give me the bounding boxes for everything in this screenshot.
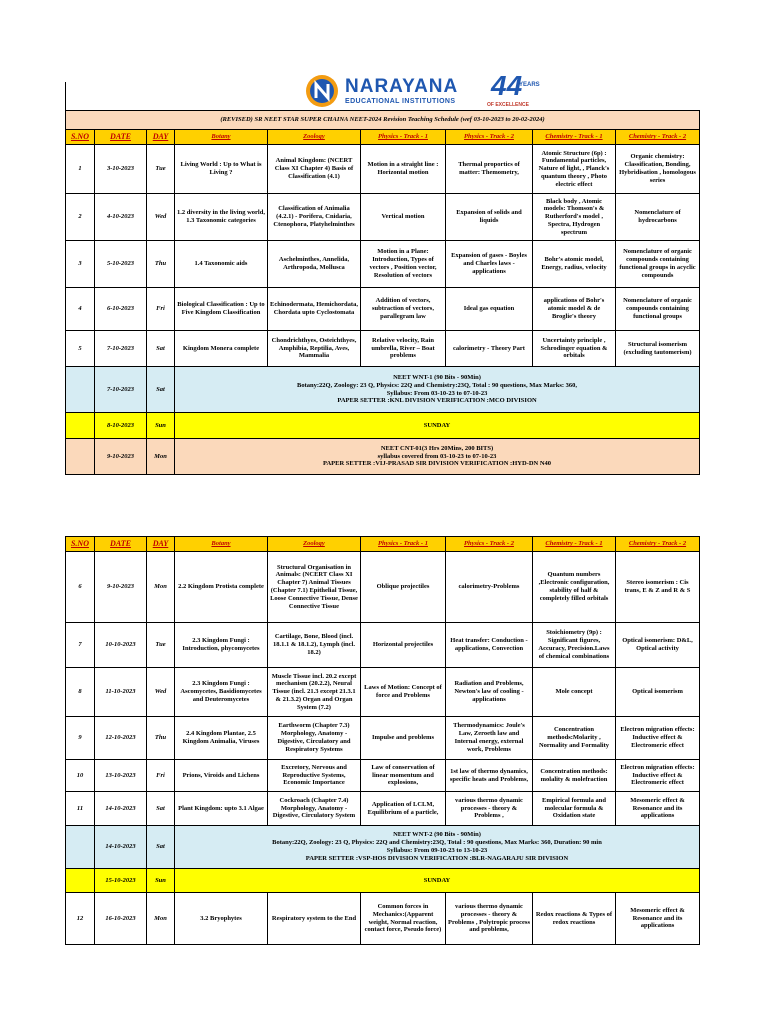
physics-1-cell: Law of conservation of linear momentum and explosions, <box>361 760 446 792</box>
physics-2-cell: calorimetry - Theory Part <box>446 331 533 367</box>
physics-1-cell: Oblique projectiles <box>361 552 446 623</box>
zoology-cell: Echinodermata, Hemichordata, Chordata upto Cyclostomata <box>268 288 361 331</box>
physics-2-cell: Ideal gas equation <box>446 288 533 331</box>
table-row <box>66 288 700 331</box>
chemistry-2-cell: Stereo isomerism : Cis trans, E & Z and R & S <box>616 552 700 623</box>
exam-line: NEET WNT-1 (90 Bits - 90Min) <box>393 373 481 381</box>
physics-2-cell: various thermo dynamic processes - theory & Problems , <box>446 792 533 826</box>
exam-line: Syllabus: From 03-10-23 to 07-10-23 <box>386 389 488 397</box>
zoology-cell: Chondrichthyes, Osteichthyes, Amphibia, Reptilia, Aves, Mammalia <box>268 331 361 367</box>
day-cell: Sun <box>147 869 175 893</box>
sno-cell: 1 <box>66 145 95 194</box>
exam-line: NEET CNT-01(3 Hrs 20Mins, 200 BITS) <box>380 444 494 452</box>
sno-cell: 5 <box>66 331 95 367</box>
exam-details <box>175 826 700 869</box>
table-header <box>66 130 700 145</box>
exam-details <box>175 439 700 475</box>
physics-2-cell: Expansion of solids and liquids <box>446 194 533 241</box>
chemistry-2-cell: Mesomeric effect & Resonance and its applications <box>616 792 700 826</box>
years-badge <box>485 70 545 110</box>
physics-2-cell: Expansion of gases - Boyles and Charles laws - applications <box>446 241 533 288</box>
sno-cell: 12 <box>66 893 95 945</box>
narayana-logo <box>305 70 565 110</box>
chemistry-1-cell: Mole concept <box>533 668 616 717</box>
date-cell: 3-10-2023 <box>95 145 147 194</box>
physics-1-cell: Laws of Motion: Concept of force and Problems <box>361 668 446 717</box>
chemistry-1-cell: applications of Bohr's atomic model & de Broglie's theory <box>533 288 616 331</box>
col-header: DAY <box>147 537 175 552</box>
chemistry-2-cell: Optical isomerism <box>616 668 700 717</box>
botany-cell: 2.3 Kingdom Fungi : Introduction, phycomycetes <box>175 623 268 668</box>
day-cell: Mon <box>147 893 175 945</box>
zoology-cell: Muscle Tissue incl. 20.2 except mechanism (20.2.2), Neural Tissue (incl. 21.3 except 21.3.1 & 21.3.2) Organ and Organ System (7.2) <box>268 668 361 717</box>
table-row <box>66 893 700 945</box>
exam-line: Botany:22Q, Zoology: 23 Q, Physics: 22Q and Chemistry:23Q, Total : 90 questions, Max Marks: 360, <box>296 381 578 389</box>
exam-line: Syllabus: From 09-10-23 to 13-10-23 <box>386 847 488 854</box>
col-header: Chemistry - Track - 1 <box>533 537 616 552</box>
exam-line: syllabus covered from 03-10-23 to 07-10-23 <box>377 452 497 460</box>
chemistry-1-cell: Stoichiometry (9p) : Significant figures, Accuracy, Precision.Laws of chemical combinations <box>533 623 616 668</box>
day-cell: Mon <box>147 552 175 623</box>
chemistry-1-cell: Empirical formula and molecular formula & Oxidation state <box>533 792 616 826</box>
physics-2-cell: Thermal proportics of matter: Themometry, <box>446 145 533 194</box>
date-cell: 9-10-2023 <box>95 439 147 475</box>
zoology-cell: Earthworm (Chapter 7.3) Morphology, Anatomy - Digestive, Circulatory and Respiratory Systems <box>268 717 361 760</box>
col-header: Zoology <box>268 130 361 145</box>
physics-2-cell: Radiation and Problems, Newton's law of cooling - applications <box>446 668 533 717</box>
sno-cell: 10 <box>66 760 95 792</box>
narayana-emblem-icon <box>305 74 339 108</box>
chemistry-2-cell: Nomenclature of hydrocarbons <box>616 194 700 241</box>
table-row <box>66 760 700 792</box>
org-name: NARAYANA <box>345 76 459 97</box>
table-row <box>66 717 700 760</box>
botany-cell: Biological Classification : Up to Five Kingdom Classification <box>175 288 268 331</box>
chemistry-2-cell: Electron migration effects: Inductive effect & Electromeric effect <box>616 760 700 792</box>
physics-1-cell: Addition of vectors, subtraction of vectors, parallegram law <box>361 288 446 331</box>
date-cell: 4-10-2023 <box>95 194 147 241</box>
col-header: Zoology <box>268 537 361 552</box>
date-cell: 13-10-2023 <box>95 760 147 792</box>
col-header: Chemistry - Track - 1 <box>533 130 616 145</box>
physics-1-cell: Relative velocity, Rain umbrella, River – Boat problems <box>361 331 446 367</box>
table-row <box>66 145 700 194</box>
date-cell: 10-10-2023 <box>95 623 147 668</box>
table-row <box>66 194 700 241</box>
day-cell: Sun <box>147 413 175 439</box>
sunday-row <box>66 413 700 439</box>
org-subtitle: EDUCATIONAL INSTITUTIONS <box>345 98 456 105</box>
date-cell: 15-10-2023 <box>95 869 147 893</box>
day-cell: Sat <box>147 331 175 367</box>
date-cell: 9-10-2023 <box>95 552 147 623</box>
physics-2-cell: calorimetry-Problems <box>446 552 533 623</box>
chemistry-2-cell: Mesomeric effect & Resonance and its applications <box>616 893 700 945</box>
exam-details <box>175 367 700 413</box>
chemistry-1-cell: Black body , Atomic models: Thomson's & Rutherford's model , Spectra, Hydrogen spectrum <box>533 194 616 241</box>
date-cell: 6-10-2023 <box>95 288 147 331</box>
years-text: YEARS <box>519 82 540 88</box>
botany-cell: Plant Kingdom: upto 3.1 Algae <box>175 792 268 826</box>
sno-cell: 9 <box>66 717 95 760</box>
chemistry-1-cell: Bohr's atomic model, Energy, radius, velocity <box>533 241 616 288</box>
physics-2-cell: Thermodynamics: Joule's Law, Zeroeth law and Internal energy, external work, Problems <box>446 717 533 760</box>
zoology-cell: Classification of Animalia (4.2.1) - Porifera, Cnidaria, Ctenophora, Platyhelminthes <box>268 194 361 241</box>
physics-1-cell: Application of LCLM, Equilibrium of a particle, <box>361 792 446 826</box>
sno-cell: 6 <box>66 552 95 623</box>
date-cell: 7-10-2023 <box>95 331 147 367</box>
date-cell: 7-10-2023 <box>95 367 147 413</box>
exam-row <box>66 826 700 869</box>
exam-line: PAPER SETTER :KNL DIVISION VERIFICATION :MCO DIVISION <box>337 397 537 405</box>
col-header: DATE <box>95 537 147 552</box>
physics-2-cell: 1st law of thermo dynamics, specific heats and Problems, <box>446 760 533 792</box>
botany-cell: 2.4 Kingdom Plantae, 2.5 Kingdom Animalia, Viruses <box>175 717 268 760</box>
sno-cell: 4 <box>66 288 95 331</box>
chemistry-1-cell: Atomic Structure (6p) : Fundamental particles, Nature of light, , Planck's quantum theory , Photo electric effect <box>533 145 616 194</box>
botany-cell: Prions, Viroids and Lichens <box>175 760 268 792</box>
exam-line: PAPER SETTER :VSP-HOS DIVISION VERIFICATION :BLR-NAGARAJU SIR DIVISION <box>305 854 569 862</box>
chemistry-2-cell: Structural isomerism (excluding tautomerism) <box>616 331 700 367</box>
sunday-label: SUNDAY <box>175 413 700 439</box>
date-cell: 5-10-2023 <box>95 241 147 288</box>
chemistry-2-cell: Nomenclature of organic compounds containing functional groups <box>616 288 700 331</box>
date-cell: 14-10-2023 <box>95 792 147 826</box>
day-cell: Wed <box>147 668 175 717</box>
sunday-label: SUNDAY <box>175 869 700 893</box>
years-number: 44 <box>491 70 523 101</box>
day-cell: Tue <box>147 623 175 668</box>
zoology-cell: Excretory, Nervous and Reproductive Systems, Economic Importance <box>268 760 361 792</box>
col-header: Physics - Track - 1 <box>361 537 446 552</box>
table-header <box>66 537 700 552</box>
physics-1-cell: Motion in a Plane: Introduction, Types of vectors , Position vector, Resolution of vectors <box>361 241 446 288</box>
page-title: (REVISED) SR NEET STAR SUPER CHAINA NEET-2024 Revision Teaching Schedule (wef 03-10-2023 to 20-02-2024) <box>66 111 700 130</box>
date-cell: 16-10-2023 <box>95 893 147 945</box>
zoology-cell: Cockroach (Chapter 7.4) Morphology, Anatomy - Digestive, Circulatory System <box>268 792 361 826</box>
table-row <box>66 792 700 826</box>
chemistry-1-cell: Uncertainty principle , Schrodinger equation & orbitals <box>533 331 616 367</box>
zoology-cell: Aschelminthes, Annelida, Arthropoda, Mollusca <box>268 241 361 288</box>
table-row <box>66 241 700 288</box>
sno-cell: 7 <box>66 623 95 668</box>
physics-1-cell: Motion in a straight line : Horizontal motion <box>361 145 446 194</box>
chemistry-1-cell: Redox reactions & Types of redox reactions <box>533 893 616 945</box>
chemistry-1-cell: Concentration methods: molality & molefraction <box>533 760 616 792</box>
sunday-row <box>66 869 700 893</box>
day-cell: Fri <box>147 760 175 792</box>
exam-line: Botany:22Q, Zoology: 23 Q, Physics: 22Q and Chemistry:23Q, Total : 90 questions, Max Marks: 360, Duration: 90 min <box>272 839 602 847</box>
col-header: Botany <box>175 130 268 145</box>
exam-row <box>66 439 700 475</box>
day-cell: Mon <box>147 439 175 475</box>
sno-cell: 8 <box>66 668 95 717</box>
col-header: Chemistry - Track - 2 <box>616 130 700 145</box>
botany-cell: 2.2 Kingdom Protista complete <box>175 552 268 623</box>
day-cell: Sat <box>147 792 175 826</box>
chemistry-1-cell: Concentration methods:Molarity , Normality and Formality <box>533 717 616 760</box>
col-header: DATE <box>95 130 147 145</box>
day-cell: Sat <box>147 367 175 413</box>
col-header: Physics - Track - 1 <box>361 130 446 145</box>
table-row <box>66 552 700 623</box>
chemistry-2-cell: Organic chemistry: Classification, Bonding, Hybridisation , homologous series <box>616 145 700 194</box>
physics-1-cell: Impulse and problems <box>361 717 446 760</box>
chemistry-1-cell: Quantum numbers ,Electronic configuration, stability of half & completely filled orbitals <box>533 552 616 623</box>
schedule-table-1 <box>65 110 700 475</box>
zoology-cell: Respiratory system to the End <box>268 893 361 945</box>
col-header: Botany <box>175 537 268 552</box>
botany-cell: 3.2 Bryophytes <box>175 893 268 945</box>
physics-2-cell: Heat transfer: Conduction - applications, Convection <box>446 623 533 668</box>
botany-cell: Living World : Up to What is Living ? <box>175 145 268 194</box>
zoology-cell: Cartilage, Bone, Blood (incl. 18.1.1 & 18.1.2), Lymph (incl. 18.2) <box>268 623 361 668</box>
botany-cell: 1.4 Taxonomic aids <box>175 241 268 288</box>
physics-1-cell: Vertical motion <box>361 194 446 241</box>
date-cell: 14-10-2023 <box>95 826 147 869</box>
table-row <box>66 331 700 367</box>
botany-cell: 1.2 diversity in the living world, 1.3 Taxonomic categories <box>175 194 268 241</box>
chemistry-2-cell: Electron migration effects: Inductive effect & Electromeric effect <box>616 717 700 760</box>
zoology-cell: Animal Kingdom: (NCERT Class XI Chapter 4) Basis of Classification (4.1) <box>268 145 361 194</box>
physics-1-cell: Horizontal projectiles <box>361 623 446 668</box>
sno-cell: 3 <box>66 241 95 288</box>
botany-cell: 2.3 Kingdom Fungi : Ascomycetes, Basidiomycetes and Deuteromycetes <box>175 668 268 717</box>
sno-cell: 2 <box>66 194 95 241</box>
day-cell: Fri <box>147 288 175 331</box>
col-header: S.NO <box>66 537 95 552</box>
years-excellence: OF EXCELLENCE <box>487 102 529 108</box>
physics-2-cell: various thermo dynamic processes - theory & Problems , Polytropic process and problems, <box>446 893 533 945</box>
exam-line: NEET WNT-2 (90 Bits - 90Min) <box>393 831 481 839</box>
col-header: Physics - Track - 2 <box>446 537 533 552</box>
exam-row <box>66 367 700 413</box>
chemistry-2-cell: Nomenclature of organic compounds containing functional groups in acyclic compounds <box>616 241 700 288</box>
day-cell: Sat <box>147 826 175 869</box>
schedule-table-2 <box>65 536 700 945</box>
margin-line <box>65 82 66 110</box>
col-header: S.NO <box>66 130 95 145</box>
col-header: DAY <box>147 130 175 145</box>
col-header: Chemistry - Track - 2 <box>616 537 700 552</box>
day-cell: Wed <box>147 194 175 241</box>
col-header: Physics - Track - 2 <box>446 130 533 145</box>
date-cell: 12-10-2023 <box>95 717 147 760</box>
physics-1-cell: Common forces in Mechanics:(Apparent weight, Normal reaction, contact force, Pseudo force) <box>361 893 446 945</box>
date-cell: 11-10-2023 <box>95 668 147 717</box>
table-row <box>66 668 700 717</box>
exam-line: PAPER SETTER :VIJ-PRASAD SIR DIVISION VERIFICATION :HYD-DN N40 <box>322 460 552 468</box>
zoology-cell: Structural Organisation in Animals: (NCERT Class XI Chapter 7) Animal Tissues (Chapter 7.1) Epithelial Tissue, Loose Connective Tissue, Dense Connective Tissue <box>268 552 361 623</box>
day-cell: Thu <box>147 717 175 760</box>
day-cell: Tue <box>147 145 175 194</box>
botany-cell: Kingdom Monera complete <box>175 331 268 367</box>
sno-cell: 11 <box>66 792 95 826</box>
day-cell: Thu <box>147 241 175 288</box>
date-cell: 8-10-2023 <box>95 413 147 439</box>
table-row <box>66 623 700 668</box>
chemistry-2-cell: Optical isomerism: D&L, Optical activity <box>616 623 700 668</box>
